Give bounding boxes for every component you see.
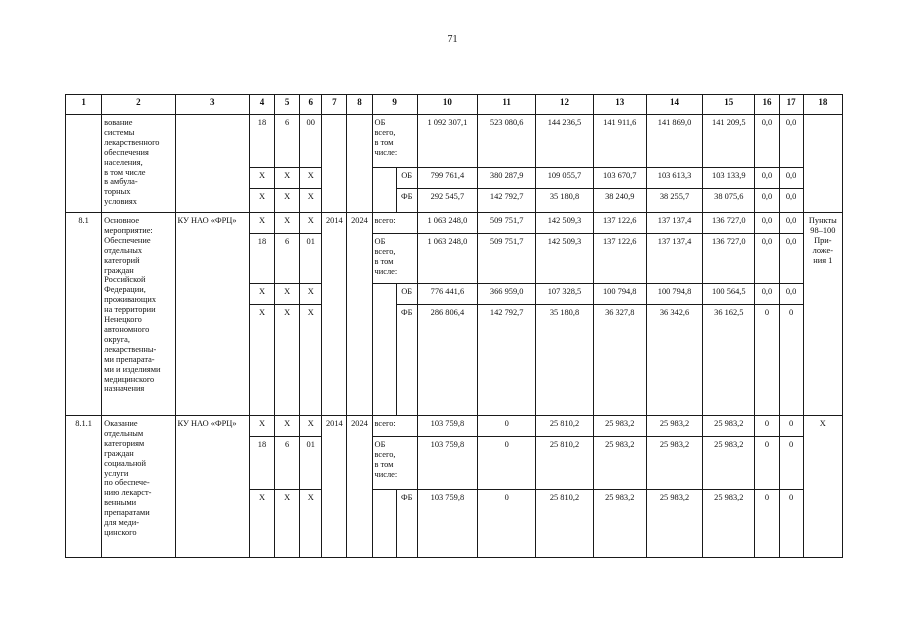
amount-cell: 1 063 248,0: [417, 234, 477, 284]
amount-cell: 523 080,6: [478, 115, 536, 168]
column-header: 7: [322, 95, 347, 115]
column-header: 4: [249, 95, 274, 115]
code-cell: 18: [249, 234, 274, 284]
column-header: 16: [755, 95, 779, 115]
amount-cell: 25 983,2: [703, 416, 755, 437]
amount-cell: 137 137,4: [646, 213, 702, 234]
amount-cell: 0: [755, 416, 779, 437]
table-row: [66, 416, 843, 437]
funding-source: ОБ всего, в том числе:: [372, 234, 417, 284]
code-cell: X: [275, 416, 300, 437]
code-cell: X: [300, 213, 322, 234]
amount-cell: 103 759,8: [417, 437, 477, 490]
code-cell: X: [300, 305, 322, 416]
amount-cell: 25 983,2: [646, 490, 702, 558]
note-cell: X: [803, 416, 842, 558]
amount-cell: 1 092 307,1: [417, 115, 477, 168]
column-header: 18: [803, 95, 842, 115]
amount-cell: 109 055,7: [536, 168, 593, 189]
amount-cell: 136 727,0: [703, 213, 755, 234]
code-cell: X: [300, 284, 322, 305]
funding-indent: [372, 284, 396, 305]
code-cell: X: [249, 189, 274, 213]
amount-cell: 100 794,8: [646, 284, 702, 305]
activity-name: Основное мероприятие: Обеспечение отдельных категорий граждан Российской Федерации, проживающих на территории Ненецкого автономного округа, лекарственны- ми препарата- ми и изделиями медицинского назначения: [102, 213, 175, 416]
funding-source: ФБ: [396, 305, 417, 416]
code-cell: X: [275, 284, 300, 305]
amount-cell: 0,0: [755, 234, 779, 284]
amount-cell: 0,0: [755, 168, 779, 189]
code-cell: X: [275, 490, 300, 558]
column-header: 15: [703, 95, 755, 115]
code-cell: X: [300, 168, 322, 189]
amount-cell: 107 328,5: [536, 284, 593, 305]
page-number: 71: [447, 34, 458, 45]
code-cell: 01: [300, 437, 322, 490]
code-cell: X: [249, 416, 274, 437]
amount-cell: 0,0: [779, 115, 803, 168]
amount-cell: 25 983,2: [593, 437, 646, 490]
amount-cell: 137 122,6: [593, 234, 646, 284]
activity-name: вование системы лекарственного обеспечения населения, в том числе в амбула- торных условиях: [102, 115, 175, 213]
column-header: 14: [646, 95, 702, 115]
amount-cell: 25 983,2: [703, 437, 755, 490]
column-header: 11: [478, 95, 536, 115]
funding-source: всего:: [372, 213, 417, 234]
amount-cell: 137 122,6: [593, 213, 646, 234]
amount-cell: 0,0: [755, 189, 779, 213]
code-cell: X: [275, 168, 300, 189]
amount-cell: 799 761,4: [417, 168, 477, 189]
code-cell: 18: [249, 437, 274, 490]
code-cell: 6: [275, 437, 300, 490]
column-header: 12: [536, 95, 593, 115]
amount-cell: 103 759,8: [417, 416, 477, 437]
note-cell: Пункты 98–100 При- ложе- ния 1: [803, 213, 842, 416]
amount-cell: 0: [755, 437, 779, 490]
amount-cell: 25 983,2: [703, 490, 755, 558]
funding-source: ОБ всего, в том числе:: [372, 115, 417, 168]
amount-cell: 509 751,7: [478, 213, 536, 234]
column-header: 2: [102, 95, 175, 115]
column-header: 5: [275, 95, 300, 115]
amount-cell: 36 327,8: [593, 305, 646, 416]
amount-cell: 0,0: [779, 213, 803, 234]
amount-cell: 100 564,5: [703, 284, 755, 305]
amount-cell: 142 509,3: [536, 213, 593, 234]
amount-cell: 141 911,6: [593, 115, 646, 168]
amount-cell: 0: [755, 305, 779, 416]
amount-cell: 136 727,0: [703, 234, 755, 284]
note-cell: [803, 115, 842, 213]
code-cell: 01: [300, 234, 322, 284]
funding-source: ОБ: [396, 284, 417, 305]
amount-cell: 366 959,0: [478, 284, 536, 305]
code-cell: X: [249, 168, 274, 189]
program-table: [65, 94, 843, 558]
code-cell: 18: [249, 115, 274, 168]
amount-cell: 0,0: [779, 189, 803, 213]
amount-cell: 142 792,7: [478, 189, 536, 213]
amount-cell: 0: [779, 437, 803, 490]
amount-cell: 0: [478, 416, 536, 437]
funding-source: ФБ: [396, 189, 417, 213]
amount-cell: 509 751,7: [478, 234, 536, 284]
amount-cell: 25 983,2: [646, 437, 702, 490]
amount-cell: 25 810,2: [536, 416, 593, 437]
code-cell: 6: [275, 115, 300, 168]
code-cell: X: [249, 490, 274, 558]
amount-cell: 144 236,5: [536, 115, 593, 168]
amount-cell: 1 063 248,0: [417, 213, 477, 234]
funding-source: ОБ всего, в том числе:: [372, 437, 417, 490]
year-end-cell: [347, 115, 372, 213]
amount-cell: 36 162,5: [703, 305, 755, 416]
amount-cell: 0: [779, 305, 803, 416]
executor-cell: [175, 115, 249, 213]
amount-cell: 25 810,2: [536, 490, 593, 558]
amount-cell: 38 240,9: [593, 189, 646, 213]
code-cell: X: [275, 189, 300, 213]
amount-cell: 36 342,6: [646, 305, 702, 416]
code-cell: X: [249, 284, 274, 305]
code-cell: X: [275, 305, 300, 416]
year-start-cell: [322, 115, 347, 213]
amount-cell: 0: [478, 490, 536, 558]
amount-cell: 286 806,4: [417, 305, 477, 416]
amount-cell: 142 509,3: [536, 234, 593, 284]
amount-cell: 103 133,9: [703, 168, 755, 189]
amount-cell: 0,0: [779, 168, 803, 189]
amount-cell: 25 983,2: [646, 416, 702, 437]
amount-cell: 0: [779, 490, 803, 558]
code-cell: X: [300, 490, 322, 558]
amount-cell: 0,0: [779, 234, 803, 284]
amount-cell: 0: [755, 490, 779, 558]
amount-cell: 0: [779, 416, 803, 437]
activity-name: Оказание отдельным категориям граждан социальной услуги по обеспече- нию лекарст- венными препаратами для меди- цинского: [102, 416, 175, 558]
amount-cell: 38 075,6: [703, 189, 755, 213]
funding-source: ОБ: [396, 168, 417, 189]
column-header: 17: [779, 95, 803, 115]
amount-cell: 141 209,5: [703, 115, 755, 168]
amount-cell: 292 545,7: [417, 189, 477, 213]
year-start-cell: 2014: [322, 213, 347, 416]
code-cell: X: [300, 416, 322, 437]
funding-indent: [372, 305, 396, 416]
amount-cell: 0,0: [755, 213, 779, 234]
amount-cell: 137 137,4: [646, 234, 702, 284]
amount-cell: 103 670,7: [593, 168, 646, 189]
funding-source: ФБ: [396, 490, 417, 558]
amount-cell: 141 869,0: [646, 115, 702, 168]
column-header: 13: [593, 95, 646, 115]
column-header: 8: [347, 95, 372, 115]
amount-cell: 0,0: [755, 284, 779, 305]
amount-cell: 0: [478, 437, 536, 490]
table-row: [66, 213, 843, 234]
amount-cell: 103 759,8: [417, 490, 477, 558]
column-header: 9: [372, 95, 417, 115]
code-cell: X: [275, 213, 300, 234]
year-end-cell: 2024: [347, 416, 372, 558]
code-cell: X: [249, 213, 274, 234]
funding-indent: [372, 168, 396, 189]
amount-cell: 0,0: [755, 115, 779, 168]
column-header: 1: [66, 95, 102, 115]
funding-indent: [372, 189, 396, 213]
amount-cell: 0,0: [779, 284, 803, 305]
table-row: [66, 115, 843, 168]
amount-cell: 25 810,2: [536, 437, 593, 490]
amount-cell: 38 255,7: [646, 189, 702, 213]
year-start-cell: 2014: [322, 416, 347, 558]
amount-cell: 35 180,8: [536, 305, 593, 416]
column-header: 10: [417, 95, 477, 115]
executor-cell: КУ НАО «ФРЦ»: [175, 416, 249, 558]
funding-indent: [372, 490, 396, 558]
amount-cell: 100 794,8: [593, 284, 646, 305]
header-row: [66, 95, 843, 115]
executor-cell: КУ НАО «ФРЦ»: [175, 213, 249, 416]
amount-cell: 142 792,7: [478, 305, 536, 416]
row-number: 8.1: [66, 213, 102, 416]
code-cell: X: [300, 189, 322, 213]
code-cell: 6: [275, 234, 300, 284]
amount-cell: 776 441,6: [417, 284, 477, 305]
row-number: 8.1.1: [66, 416, 102, 558]
row-number: [66, 115, 102, 213]
year-end-cell: 2024: [347, 213, 372, 416]
code-cell: X: [249, 305, 274, 416]
column-header: 6: [300, 95, 322, 115]
amount-cell: 35 180,8: [536, 189, 593, 213]
amount-cell: 380 287,9: [478, 168, 536, 189]
code-cell: 00: [300, 115, 322, 168]
funding-source: всего:: [372, 416, 417, 437]
amount-cell: 25 983,2: [593, 490, 646, 558]
amount-cell: 25 983,2: [593, 416, 646, 437]
amount-cell: 103 613,3: [646, 168, 702, 189]
column-header: 3: [175, 95, 249, 115]
